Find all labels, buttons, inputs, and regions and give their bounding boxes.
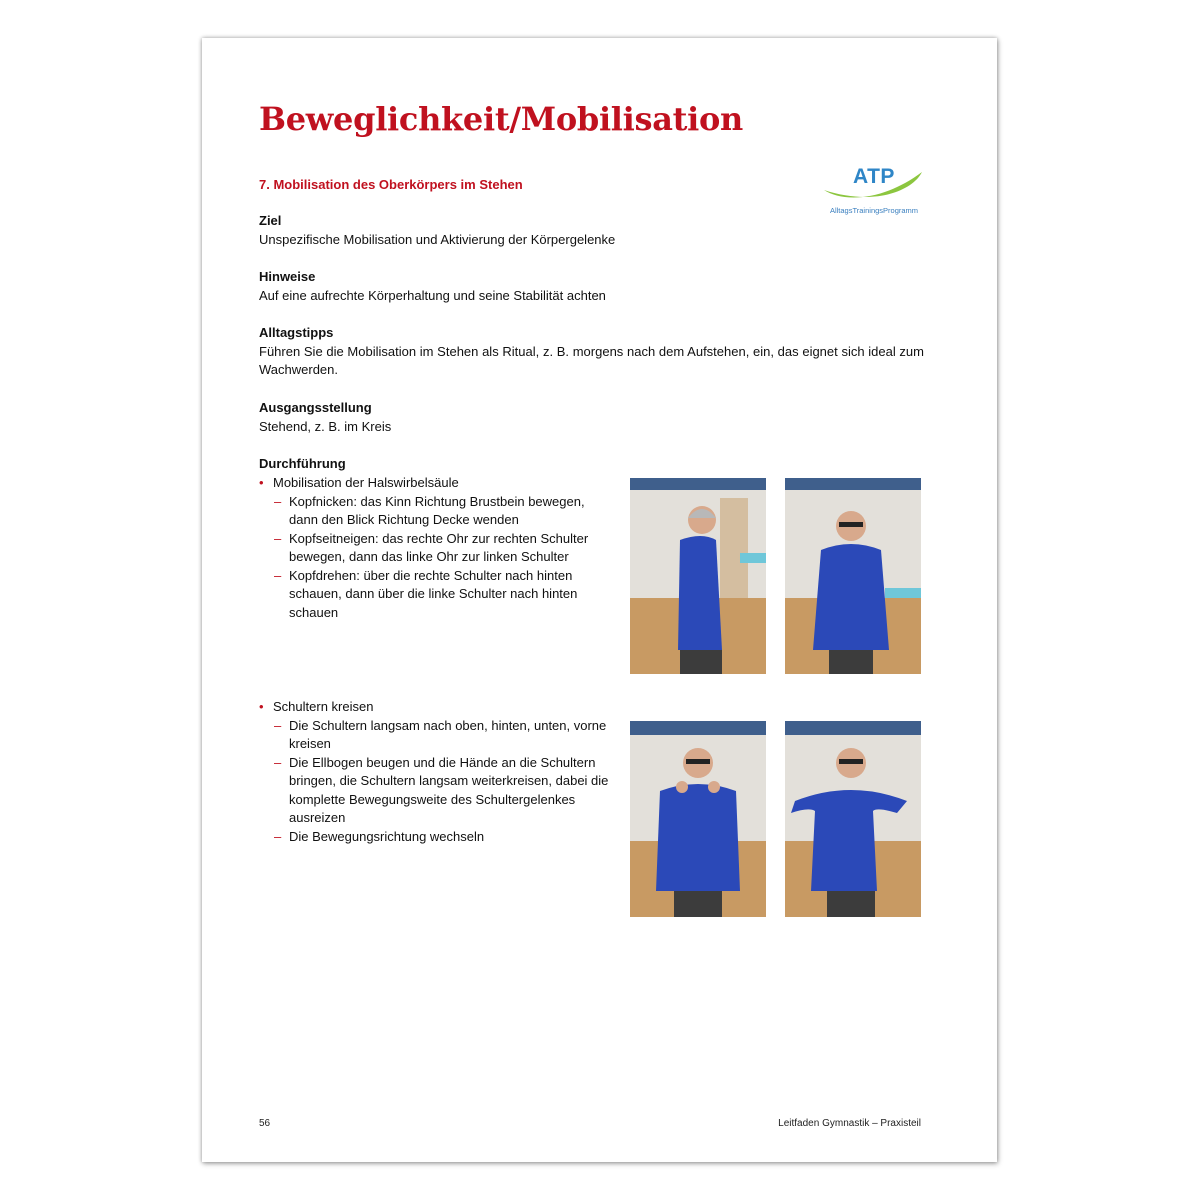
exercise-list-hws xyxy=(259,474,614,622)
list-subitem: – Die Schultern langsam nach oben, hinten, unten, vorne kreisen xyxy=(274,717,607,751)
section-text: Auf eine aufrechte Körperhaltung und seine Stabilität achten xyxy=(259,287,606,303)
footer-title: Leitfaden Gymnastik – Praxisteil xyxy=(778,1118,921,1129)
list-subitem: – Kopfnicken: das Kinn Richtung Brustbein bewegen, dann den Blick Richtung Decke wenden xyxy=(274,493,585,527)
photo-shoulder-circle-2 xyxy=(785,721,921,917)
logo-text: ATP xyxy=(853,165,895,188)
logo-subtext: AlltagsTrainingsProgramm xyxy=(829,206,919,215)
list-subitem: – Kopfseitneigen: das rechte Ohr zur rechten Schulter bewegen, dann das linke Ohr zur linken Schulter xyxy=(274,530,589,564)
section-heading: Durchführung xyxy=(259,456,346,471)
photo-head-tilt-front xyxy=(785,478,921,674)
section-hinweise xyxy=(259,268,606,305)
atp-logo xyxy=(822,162,926,220)
section-text: Unspezifische Mobilisation und Aktivierung der Körpergelenke xyxy=(259,231,616,247)
exercise-subtitle: 7. Mobilisation des Oberkörpers im Stehen xyxy=(259,177,523,192)
document-page xyxy=(202,38,997,1162)
photo-shoulder-circle-1 xyxy=(630,721,766,917)
section-ziel xyxy=(259,212,615,249)
list-subitem: – Kopfdrehen: über die rechte Schulter nach hinten schauen, dann über die linke Schulter nach hinten schauen xyxy=(274,567,578,620)
section-ausgangsstellung xyxy=(259,399,391,436)
section-durchfuehrung xyxy=(259,455,346,474)
section-heading: Alltagstipps xyxy=(259,325,334,340)
section-alltagstipps xyxy=(259,324,924,380)
photo-head-nod-side xyxy=(630,478,766,674)
page-title: Beweglichkeit/Mobilisation xyxy=(259,100,744,138)
exercise-list-schultern xyxy=(259,698,614,846)
list-subitem: – Die Bewegungsrichtung wechseln xyxy=(274,828,485,844)
list-item: • Schultern kreisen xyxy=(259,699,374,714)
section-text: Führen Sie die Mobilisation im Stehen als Ritual, z. B. morgens nach dem Aufstehen, ein, das eignet sich ideal zum Wachwerden. xyxy=(259,343,924,377)
section-heading: Ziel xyxy=(259,213,282,228)
section-heading: Hinweise xyxy=(259,269,316,284)
page-number: 56 xyxy=(259,1118,271,1129)
section-text: Stehend, z. B. im Kreis xyxy=(259,418,392,434)
section-heading: Ausgangsstellung xyxy=(259,400,372,415)
list-subitem: – Die Ellbogen beugen und die Hände an die Schultern bringen, die Schultern langsam weiterkreisen, dabei die komplette Bewegungsweite des Schultergelenkes ausreizen xyxy=(274,754,609,825)
list-item: • Mobilisation der Halswirbelsäule xyxy=(259,475,459,490)
